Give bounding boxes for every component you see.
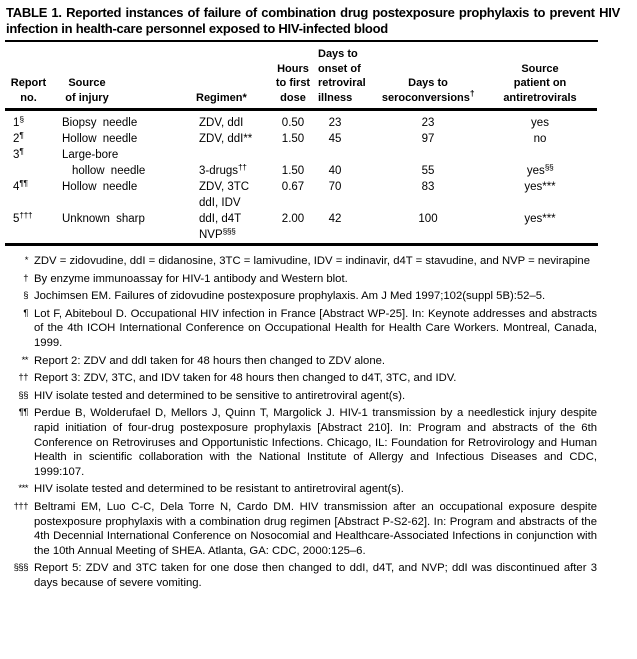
table-row [5,110,597,132]
cell-days-to-seroconversions: 100 [418,213,438,225]
col-header-days-to-onset-retroviral-illness: Days to onset of retroviral illness [318,42,352,110]
table-bottom-rule [5,243,598,246]
footnote [5,389,597,404]
footnote-marker: ** [21,354,28,366]
footnote-text: By enzyme immunoassay for HIV-1 antibody and Western blot. [34,272,348,285]
cell-source-patient-on-antiretrovirals: yes [531,117,549,129]
table-title: TABLE 1. Reported instances of failure of combination drug postexposure prophylaxis to prevent HIV infection in health-care personnel exposed to HIV-infected blood [6,5,620,36]
footnotes [5,254,597,590]
cell-hours-to-first-dose: 1.50 [281,165,305,177]
footnote-text: Report 2: ZDV and ddI taken for 48 hours then changed to ZDV alone. [34,354,386,367]
col-header-source-patient-on-antiretrovirals: Source patient on antiretrovirals [490,42,590,110]
footnote-text: HIV isolate tested and determined to be resistant to antiretroviral agent(s). [34,483,404,496]
footnote-marker: ¶ [23,307,28,319]
cell-days-to-onset-retroviral-illness: 23 [328,117,342,129]
spacer-col-header [590,42,597,110]
cell-days-to-seroconversions: 23 [421,117,435,129]
cell-source-of-injury: Unknown sharp [62,213,145,225]
cell-days-to-onset-retroviral-illness: 40 [328,165,342,177]
cell-days-to-onset-retroviral-illness: 70 [328,181,342,193]
footnote [5,561,597,590]
spacer-cell [590,147,597,179]
table-row [5,147,597,179]
cell-source-patient-on-antiretrovirals: yes§§ [526,161,554,177]
pep-failure-table [5,42,597,243]
footnote [5,500,597,558]
cell-source-of-injury: Hollow needle [62,181,138,193]
footnote-text: Report 3: ZDV, 3TC, and IDV taken for 48 hours then changed to d4T, 3TC, and IDV. [34,372,457,385]
cell-days-to-seroconversions: 83 [421,181,435,193]
footnote-text: Perdue B, Wolderufael D, Mellors J, Quinn T, Margolick J. HIV-1 transmission by a needlestick injury despite rapid initiation of four-drug postexposure prophylaxis [Abstract 210]. In: Program and abstracts of the 6th Conference on Retroviruses and Opportunistic Infections. Chicago, IL: Foundation for Retrovirology and Human Health in scientific collaboration with the National Institute of Allergy and Infectious Diseases and CDC, 1999:107. [34,407,597,478]
footnote [5,354,597,369]
footnote [5,482,597,497]
cell-hours-to-first-dose: 1.50 [281,133,305,145]
footnote-text: Beltrami EM, Luo C-C, Dela Torre N, Cardo DM. HIV transmission after an occupational exposure despite postexposure prophylaxis with a combination drug regimen [Abstract P-S2-62]. In: Program and abstracts of the 4th Decennial International Conference on Nosocomial and Healthcare-Associated Infections in conjunction with the 10th Annual Meeting of SHEA. Atlanta, GA: CDC, 2000:125–6. [34,500,597,557]
footnote-marker: ¶¶ [18,407,28,419]
footnote-text: Jochimsen EM. Failures of zidovudine postexposure prophylaxis. Am J Med 1997;102(suppl 5B):52–5. [34,290,546,303]
cell-hours-to-first-dose: 0.50 [281,117,305,129]
footnote [5,406,597,479]
footnote-marker: †† [18,372,28,384]
cell-days-to-seroconversions: 55 [421,165,435,177]
spacer-cell [590,131,597,147]
table-row [5,131,597,147]
footnote-marker: §§§ [13,562,28,574]
cell-hours-to-first-dose: 0.67 [281,181,305,193]
footnote-text: Report 5: ZDV and 3TC taken for one dose then changed to ddI, d4T, and NVP; ddI was discontinued after 3 days because of severe vomiting. [34,562,597,589]
footnote-marker: ††† [13,500,28,512]
cell-hours-to-first-dose: 2.00 [281,213,305,225]
footnote-marker: *** [18,483,28,495]
spacer-cell [590,110,597,132]
cell-source-patient-on-antiretrovirals: no [533,133,547,145]
cell-report-no: 3¶ [13,145,24,161]
table-header-row [5,42,597,110]
col-header-days-to-seroconversions: Days to seroconversions† [352,42,490,110]
col-header-regimen: Regimen* [168,42,268,110]
cell-report-no: 2¶ [13,129,24,145]
footnote [5,254,597,269]
table-row [5,211,597,243]
cell-regimen: ZDV, ddI** [199,133,253,145]
cell-regimen: ddI, d4T NVP§§§ [199,213,242,241]
footnote-marker: § [23,290,28,302]
cell-regimen: ZDV, 3TC ddI, IDV [199,181,250,209]
footnote-marker: † [23,272,28,284]
cell-source-of-injury: Large-bore hollow needle [62,149,146,177]
cell-report-no: 1§ [13,113,24,129]
cell-source-of-injury: Hollow needle [62,133,138,145]
cell-source-of-injury: Biopsy needle [62,117,138,129]
footnote [5,289,597,304]
cell-regimen: ZDV, ddI [199,117,244,129]
cell-days-to-onset-retroviral-illness: 45 [328,133,342,145]
cell-report-no: 4¶¶ [13,177,28,193]
table-row [5,179,597,211]
footnote [5,272,597,287]
footnote [5,307,597,351]
cell-source-patient-on-antiretrovirals: yes*** [524,181,556,193]
cell-days-to-seroconversions: 97 [421,133,435,145]
spacer-cell [590,179,597,211]
cell-report-no: 5††† [13,209,33,225]
footnote [5,371,597,386]
table-body [5,110,597,244]
cell-source-patient-on-antiretrovirals: yes*** [524,213,556,225]
spacer-cell [590,211,597,243]
footnote-text: Lot F, Abiteboul D. Occupational HIV infection in France [Abstract WP-25]. In: Keynote addresses and abstracts of the 4th ICOH International Conference on Occupational Health for Health Care Workers. Montreal, Canada, 1999. [34,307,597,349]
cell-regimen: 3-drugs†† [199,161,247,177]
footnote-text: HIV isolate tested and determined to be sensitive to antiretroviral agent(s). [34,389,406,402]
col-header-hours-to-first-dose: Hours to first dose [268,42,318,110]
footnote-text: ZDV = zidovudine, ddI = didanosine, 3TC = lamivudine, IDV = indinavir, d4T = stavudine, and NVP = nevirapine [34,255,590,267]
col-header-report-no: Report no. [5,42,52,110]
footnote-marker: * [24,255,28,266]
cell-days-to-onset-retroviral-illness: 42 [328,213,342,225]
col-header-source-of-injury: Source of injury [52,42,168,110]
footnote-marker: §§ [18,389,28,401]
